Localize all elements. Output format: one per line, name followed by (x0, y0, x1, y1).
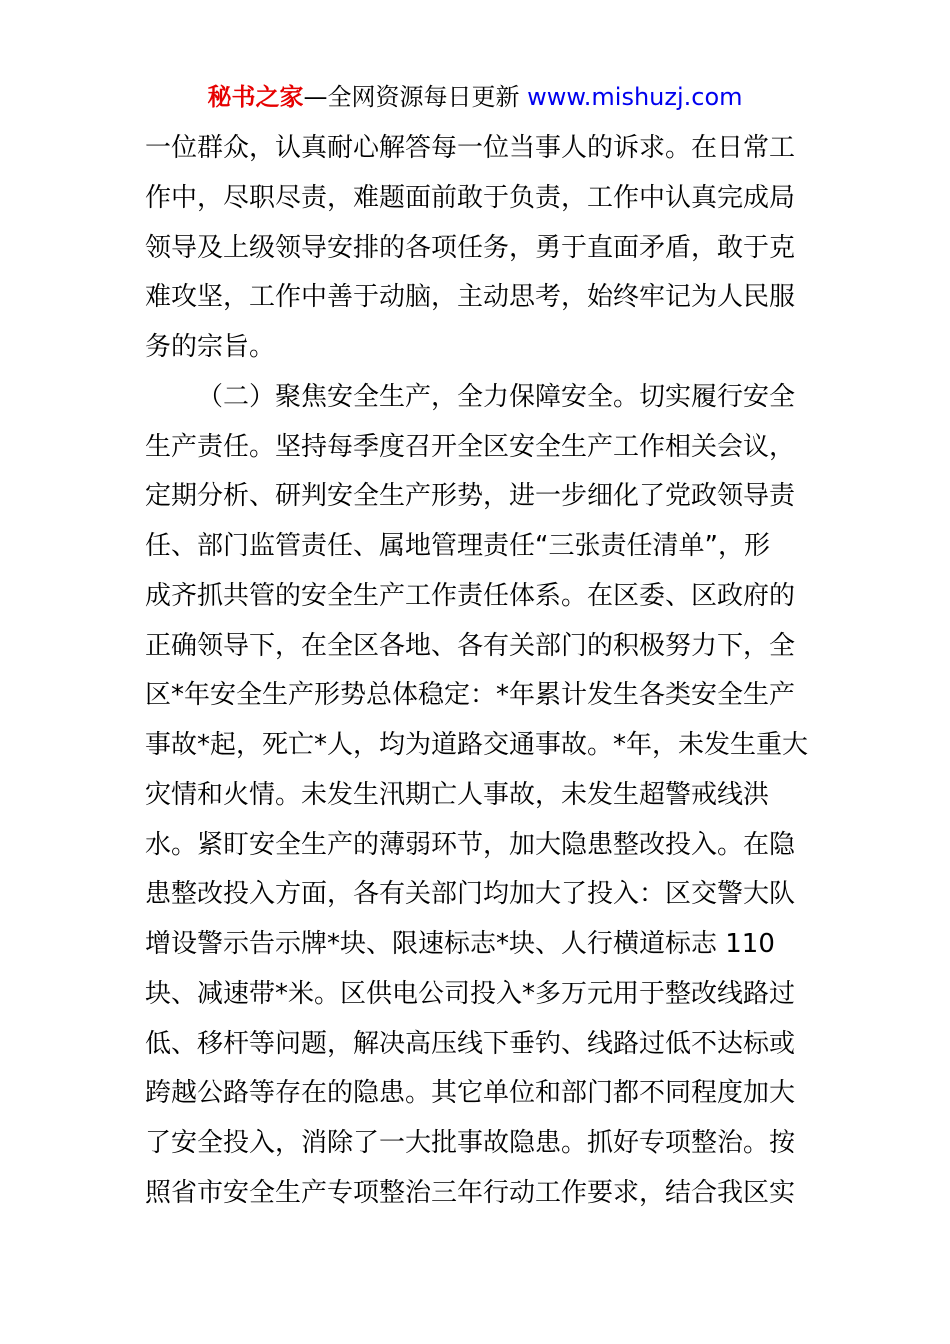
text-line: 跨越公路等存在的隐患。其它单位和部门都不同程度加大 (145, 1078, 796, 1109)
paragraph-1 (145, 124, 810, 373)
text-line: 正确领导下，在全区各地、各有关部门的积极努力下，全 (145, 630, 796, 661)
text-line: 生产责任。坚持每季度召开全区安全生产工作相关会议， (145, 431, 796, 462)
paragraph-2 (145, 373, 810, 1219)
text-line: 块、减速带*米。区供电公司投入*多万元用于整改线路过 (145, 978, 796, 1009)
text-line: 区*年安全生产形势总体稳定：*年累计发生各类安全生产 (145, 680, 796, 711)
text-line: 定期分析、研判安全生产形势，进一步细化了党政领导责 (145, 481, 796, 512)
text-line: 低、移杆等问题，解决高压线下垂钓、线路过低不达标或 (145, 1028, 796, 1059)
text-line: 成齐抓共管的安全生产工作责任体系。在区委、区政府的 (145, 580, 796, 611)
page-header (0, 80, 950, 114)
text-line: 难攻坚，工作中善于动脑，主动思考，始终牢记为人民服 (145, 282, 796, 313)
text-line: 患整改投入方面，各有关部门均加大了投入：区交警大队 (145, 879, 796, 910)
site-url-link[interactable]: www.mishuzj.com (527, 83, 743, 111)
text-line: 照省市安全生产专项整治三年行动工作要求，结合我区实 (145, 1177, 796, 1208)
text-line: 务的宗旨。 (145, 332, 276, 362)
text-line: 一位群众，认真耐心解答每一位当事人的诉求。在日常工 (145, 133, 796, 163)
brand-name: 秘书之家 (207, 83, 304, 111)
header-tagline: —全网资源每日更新 (303, 83, 528, 111)
text-line: 灾情和火情。未发生汛期亡人事故，未发生超警戒线洪 (145, 779, 770, 810)
document-body (145, 124, 810, 1219)
text-line: 水。紧盯安全生产的薄弱环节，加大隐患整改投入。在隐 (145, 829, 796, 860)
text-line: 任、部门监管责任、属地管理责任“三张责任清单”，形 (145, 531, 770, 561)
text-line: 事故*起，死亡*人，均为道路交通事故。*年，未发生重大 (145, 730, 809, 760)
section-heading-line: （二）聚焦安全生产，全力保障安全。切实履行安全 (197, 381, 796, 412)
text-line: 领导及上级领导安排的各项任务，勇于直面矛盾，敢于克 (145, 232, 796, 263)
text-line: 增设警示告示牌*块、限速标志*块、人行横道标志 110 (145, 929, 775, 959)
text-line: 了安全投入，消除了一大批事故隐患。抓好专项整治。按 (145, 1128, 796, 1158)
text-line: 作中，尽职尽责，难题面前敢于负责，工作中认真完成局 (145, 182, 796, 213)
